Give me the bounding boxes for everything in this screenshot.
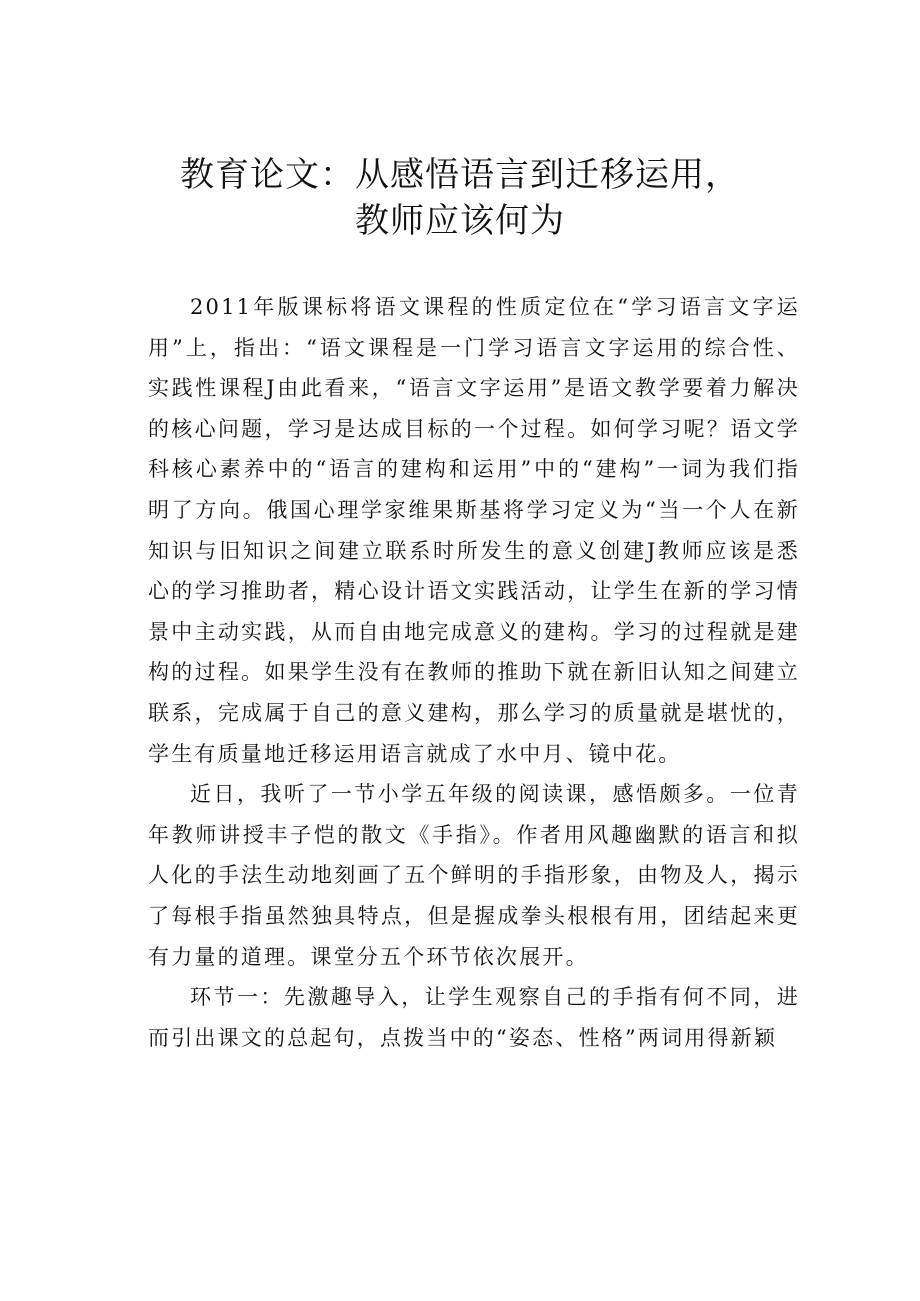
document-title: [0, 152, 920, 244]
paragraph-2: 近日，我听了一节小学五年级的阅读课，感悟颇多。一位青年教师讲授丰子恺的散文《手指》。作者用风趣幽默的语言和拟人化的手法生动地刻画了五个鲜明的手指形象，由物及人，揭示了每根手指虽然独具特点，但是握成拳头根根有用，团结起来更有力量的道理。课堂分五个环节依次展开。: [148, 782, 800, 969]
document-body: [148, 287, 800, 1058]
paragraph-3: 环节一：先激趣导入，让学生观察自己的手指有何不同，进而引出课文的总起句，点拨当中的“姿态、性格”两词用得新颖: [148, 985, 800, 1050]
paragraph-1: 2011年版课标将语文课程的性质定位在“学习语言文字运用”上，指出：“语文课程是一门学习语言文字运用的综合性、实践性课程J由此看来，“语言文字运用”是语文教学要着力解决的核心问题，学习是达成目标的一个过程。如何学习呢？语文学科核心素养中的“语言的建构和运用”中的“建构”一词为我们指明了方向。俄国心理学家维果斯基将学习定义为“当一个人在新知识与旧知识之间建立联系时所发生的意义创建J教师应该是悉心的学习推助者，精心设计语文实践活动，让学生在新的学习情景中主动实践，从而自由地完成意义的建构。学习的过程就是建构的过程。如果学生没有在教师的推助下就在新旧认知之间建立联系，完成属于自己的意义建构，那么学习的质量就是堪忧的，学生有质量地迁移运用语言就成了水中月、镜中花。: [148, 295, 800, 766]
title-line-2: 教师应该何为: [355, 201, 565, 241]
title-line-1: 教育论文：从感悟语言到迁移运用，: [180, 155, 740, 195]
